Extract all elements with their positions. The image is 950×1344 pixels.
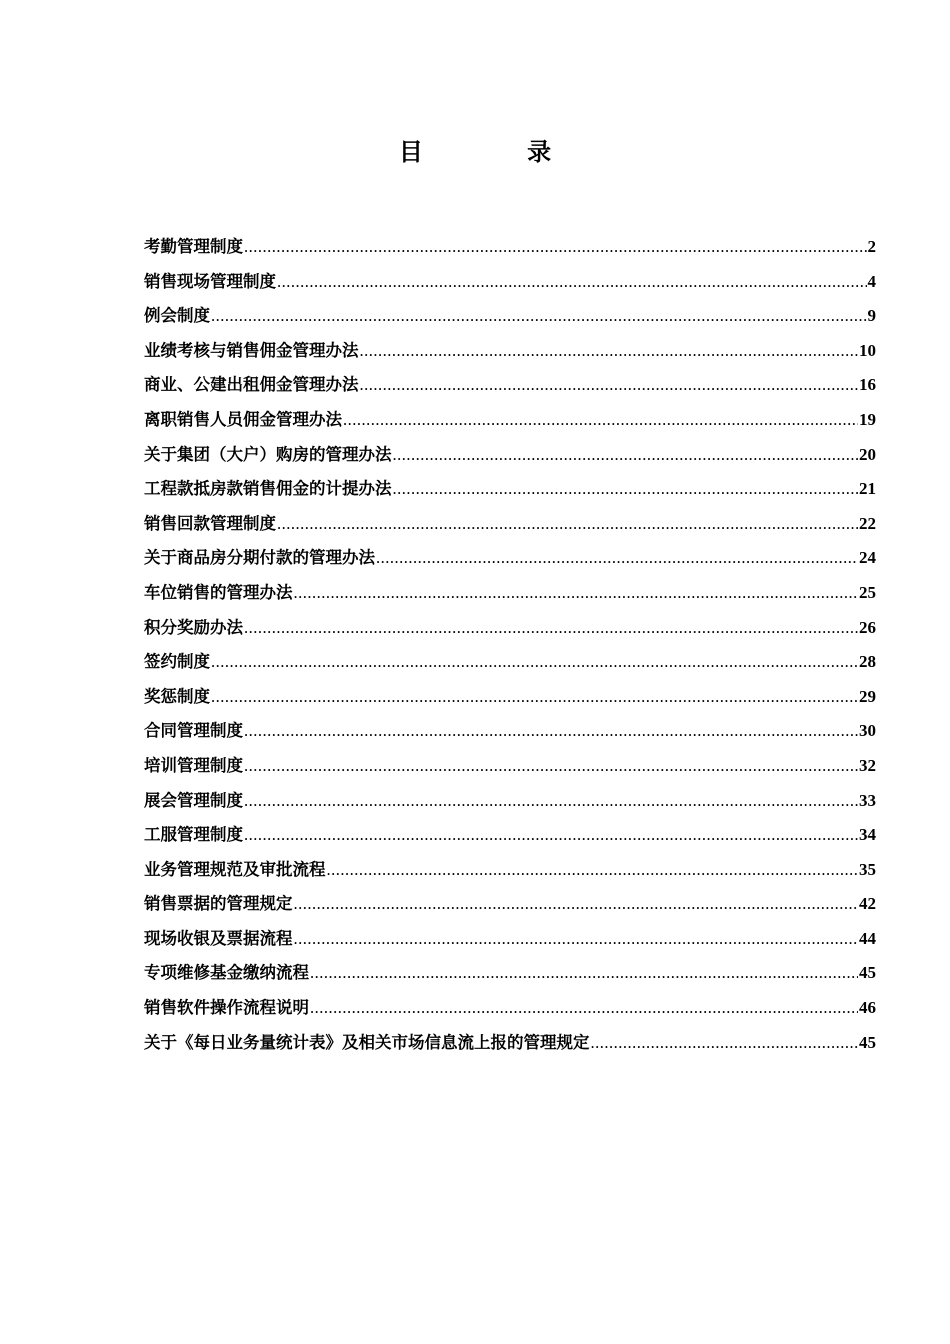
toc-dot-leader <box>211 680 858 715</box>
toc-entry-title: 工程款抵房款销售佣金的计提办法 <box>144 479 392 499</box>
toc-entry-title: 合同管理制度 <box>144 721 243 741</box>
toc-entry[interactable] <box>144 680 876 715</box>
toc-entry-title: 商业、公建出租佣金管理办法 <box>144 375 359 395</box>
toc-entry-title: 销售票据的管理规定 <box>144 894 293 914</box>
toc-entry[interactable] <box>144 299 876 334</box>
toc-entry-page-number: 45 <box>859 1032 876 1052</box>
toc-entry-page-number: 20 <box>859 444 876 464</box>
toc-entry[interactable] <box>144 403 876 438</box>
toc-entry-title: 业绩考核与销售佣金管理办法 <box>144 340 359 360</box>
toc-entry-title: 奖惩制度 <box>144 686 210 706</box>
toc-entry[interactable] <box>144 645 876 680</box>
toc-entry-title: 专项维修基金缴纳流程 <box>144 963 309 983</box>
toc-entry-page-number: 33 <box>859 790 876 810</box>
toc-entry-page-number: 16 <box>859 375 876 395</box>
toc-entry-title: 考勤管理制度 <box>144 237 243 256</box>
toc-entry[interactable] <box>144 507 876 542</box>
toc-dot-leader <box>310 991 858 1026</box>
toc-entry-page-number: 9 <box>867 306 876 326</box>
toc-entry-page-number: 45 <box>859 963 876 983</box>
table-of-contents <box>144 230 876 1060</box>
toc-entry[interactable] <box>144 265 876 300</box>
toc-entry-page-number: 19 <box>859 409 876 429</box>
toc-entry-page-number: 24 <box>859 548 876 568</box>
toc-entry[interactable] <box>144 472 876 507</box>
toc-entry-title: 销售回款管理制度 <box>144 513 276 533</box>
toc-dot-leader <box>360 368 859 403</box>
toc-dot-leader <box>310 956 858 991</box>
toc-entry[interactable] <box>144 1026 876 1061</box>
toc-dot-leader <box>294 887 859 922</box>
toc-entry-page-number: 30 <box>859 721 876 741</box>
toc-dot-leader <box>211 645 858 680</box>
toc-dot-leader <box>294 576 859 611</box>
toc-entry-page-number: 35 <box>859 859 876 879</box>
toc-entry[interactable] <box>144 368 876 403</box>
toc-entry-title: 积分奖励办法 <box>144 617 243 637</box>
toc-dot-leader <box>244 714 858 749</box>
toc-dot-leader <box>211 299 867 334</box>
toc-entry[interactable] <box>144 853 876 888</box>
toc-entry[interactable] <box>144 230 876 265</box>
toc-entry-title: 培训管理制度 <box>144 755 243 775</box>
toc-entry-page-number: 10 <box>859 340 876 360</box>
toc-entry-title: 离职销售人员佣金管理办法 <box>144 409 342 429</box>
toc-entry-title: 现场收银及票据流程 <box>144 928 293 948</box>
toc-entry[interactable] <box>144 818 876 853</box>
toc-entry-page-number: 21 <box>859 479 876 499</box>
toc-entry-title: 例会制度 <box>144 306 210 326</box>
toc-dot-leader <box>244 749 858 784</box>
toc-entry-page-number: 34 <box>859 825 876 845</box>
toc-entry-title: 销售软件操作流程说明 <box>144 998 309 1018</box>
toc-entry[interactable] <box>144 541 876 576</box>
toc-entry[interactable] <box>144 956 876 991</box>
toc-entry-page-number: 4 <box>867 271 876 291</box>
toc-dot-leader <box>244 230 867 265</box>
toc-entry-page-number: 25 <box>859 582 876 602</box>
toc-dot-leader <box>327 853 859 888</box>
toc-entry-page-number: 44 <box>859 928 876 948</box>
toc-entry[interactable] <box>144 749 876 784</box>
toc-dot-leader <box>244 611 858 646</box>
toc-entry-page-number: 42 <box>859 894 876 914</box>
toc-entry[interactable] <box>144 714 876 749</box>
toc-dot-leader <box>393 472 859 507</box>
toc-entry-title: 工服管理制度 <box>144 825 243 845</box>
toc-entry-page-number: 46 <box>859 998 876 1018</box>
toc-entry-page-number: 2 <box>867 237 876 256</box>
toc-entry[interactable] <box>144 334 876 369</box>
toc-entry[interactable] <box>144 991 876 1026</box>
toc-dot-leader <box>376 541 858 576</box>
toc-entry-title: 车位销售的管理办法 <box>144 582 293 602</box>
toc-entry-page-number: 28 <box>859 652 876 672</box>
toc-entry-title: 签约制度 <box>144 652 210 672</box>
toc-entry-title: 业务管理规范及审批流程 <box>144 859 326 879</box>
toc-entry[interactable] <box>144 922 876 957</box>
toc-entry-page-number: 22 <box>859 513 876 533</box>
toc-entry-page-number: 29 <box>859 686 876 706</box>
toc-entry[interactable] <box>144 887 876 922</box>
toc-entry-title: 关于《每日业务量统计表》及相关市场信息流上报的管理规定 <box>144 1032 590 1052</box>
toc-dot-leader <box>277 265 867 300</box>
toc-dot-leader <box>244 784 858 819</box>
toc-title: 目 录 <box>398 138 600 166</box>
toc-dot-leader <box>343 403 858 438</box>
toc-entry-title: 销售现场管理制度 <box>144 271 276 291</box>
toc-entry[interactable] <box>144 576 876 611</box>
toc-entry-title: 关于集团（大户）购房的管理办法 <box>144 444 392 464</box>
toc-dot-leader <box>393 438 859 473</box>
toc-entry-page-number: 26 <box>859 617 876 637</box>
toc-entry-title: 展会管理制度 <box>144 790 243 810</box>
toc-dot-leader <box>360 334 859 369</box>
toc-entry-title: 关于商品房分期付款的管理办法 <box>144 548 375 568</box>
toc-entry[interactable] <box>144 784 876 819</box>
toc-dot-leader <box>277 507 858 542</box>
toc-entry[interactable] <box>144 611 876 646</box>
toc-entry[interactable] <box>144 438 876 473</box>
toc-dot-leader <box>294 922 859 957</box>
toc-dot-leader <box>244 818 858 853</box>
toc-entry-page-number: 32 <box>859 755 876 775</box>
toc-dot-leader <box>591 1026 859 1061</box>
